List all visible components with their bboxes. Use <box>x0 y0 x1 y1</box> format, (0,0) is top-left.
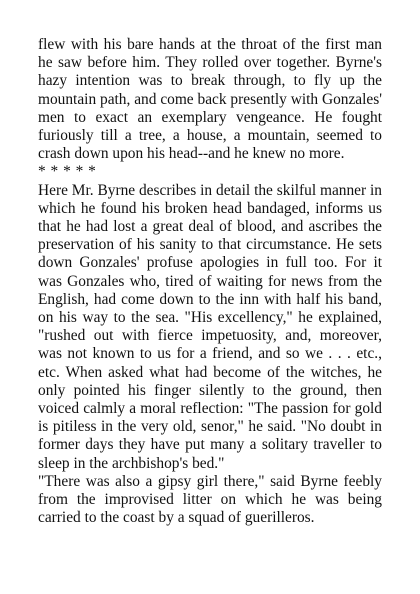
book-page <box>38 36 382 527</box>
paragraph-gipsy-girl: "There was also a gipsy girl there," said Byrne feebly from the improvised litter on which he was being carried to the coast by a squad of guerilleros. <box>38 472 382 527</box>
paragraph-fight: flew with his bare hands at the throat of the first man he saw before him. They rolled over together. Byrne's hazy intention was to break through, to fly up the mountain path, and come back presently with Gonzales' men to exact an exemplary vengeance. He fought furiously till a tree, a house, a mountain, seemed to crash down upon his head--and he knew no more. <box>38 36 382 163</box>
paragraph-byrne-account: Here Mr. Byrne describes in detail the skilful manner in which he found his broken head bandaged, informs us that he had lost a great deal of blood, and ascribes the preservation of his sanity to that circumstance. He sets down Gonzales' profuse apologies in full too. For it was Gonzales who, tired of waiting for news from the English, had come down to the inn with half his band, on his way to the sea. "His excellency," he explained, "rushed out with fierce impetuosity, and, moreover, was not known to us for a friend, and so we . . . etc., etc. When asked what had become of the witches, he only pointed his finger silently to the ground, then voiced calmly a moral reflection: "The passion for gold is pitiless in the very old, senor," he said. "No doubt in former days they have put many a solitary traveller to sleep in the archbishop's bed." <box>38 181 382 472</box>
section-break: * * * * * <box>38 163 97 181</box>
